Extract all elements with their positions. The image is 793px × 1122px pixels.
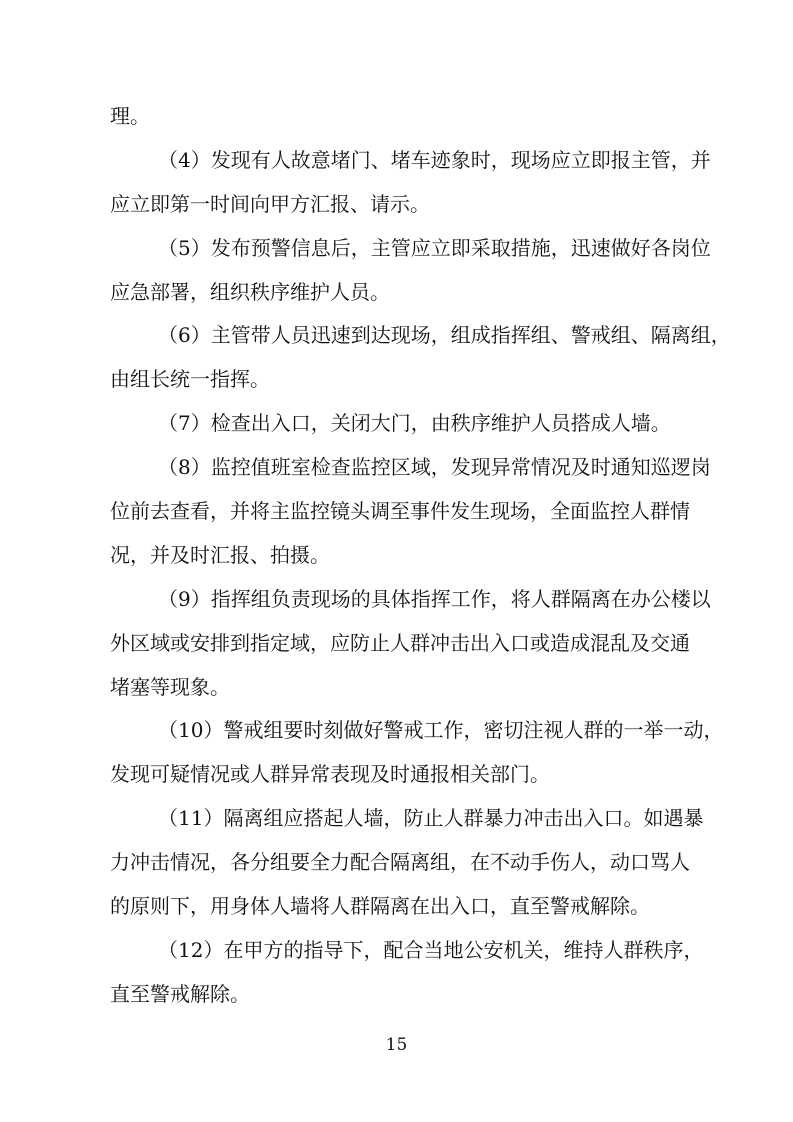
text-line: （6）主管带人员迅速到达现场，组成指挥组、警戒组、隔离组， [158,323,731,348]
text-line: （11）隔离组应搭起人墙，防止人群暴力冲击出入口。如遇暴 [158,806,704,831]
text-line: 应急部署，组织秩序维护人员。 [110,279,390,304]
text-line: 的原则下，用身体人墙将人群隔离在出入口，直至警戒解除。 [110,894,650,919]
text-line: 由组长统一指挥。 [110,367,270,392]
text-line: （10）警戒组要时刻做好警戒工作，密切注视人群的一举一动， [158,718,724,743]
text-line: 发现可疑情况或人群异常表现及时通报相关部门。 [110,762,550,787]
text-line: （12）在甲方的指导下，配合当地公安机关，维持人群秩序， [158,937,704,962]
paragraph [110,452,711,584]
paragraph [110,320,731,408]
document-body [110,101,731,1023]
text-line: （4）发现有人故意堵门、堵车迹象时，现场应立即报主管，并 [158,147,711,172]
paragraph [110,145,711,233]
text-line: 外区域或安排到指定域，应防止人群冲击出入口或造成混乱及交通 [110,630,690,655]
text-line: 应立即第一时间向甲方汇报、请示。 [110,191,430,216]
text-line: （7）检查出入口，关闭大门，由秩序维护人员搭成人墙。 [158,411,671,436]
page-number: 15 [385,1035,408,1055]
paragraph [110,101,690,145]
text-line: （5）发布预警信息后，主管应立即采取措施，迅速做好各岗位 [158,235,711,260]
text-line: 况，并及时汇报、拍摄。 [110,542,330,567]
text-line: 位前去查看，并将主监控镜头调至事件发生现场，全面监控人群情 [110,499,690,524]
text-line: 理。 [110,104,150,128]
text-line: 堵塞等现象。 [110,674,230,699]
paragraph [110,715,724,803]
paragraph [110,233,711,321]
paragraph [110,935,704,1023]
text-line: 力冲击情况，各分组要全力配合隔离组，在不动手伤人，动口骂人 [110,850,690,875]
paragraph [110,584,711,716]
text-line: （8）监控值班室检查监控区域，发现异常情况及时通知巡逻岗 [158,455,711,480]
text-line: 直至警戒解除。 [110,981,250,1006]
text-line: （9）指挥组负责现场的具体指挥工作，将人群隔离在办公楼以 [158,586,711,611]
paragraph [110,803,704,935]
paragraph [110,408,690,452]
